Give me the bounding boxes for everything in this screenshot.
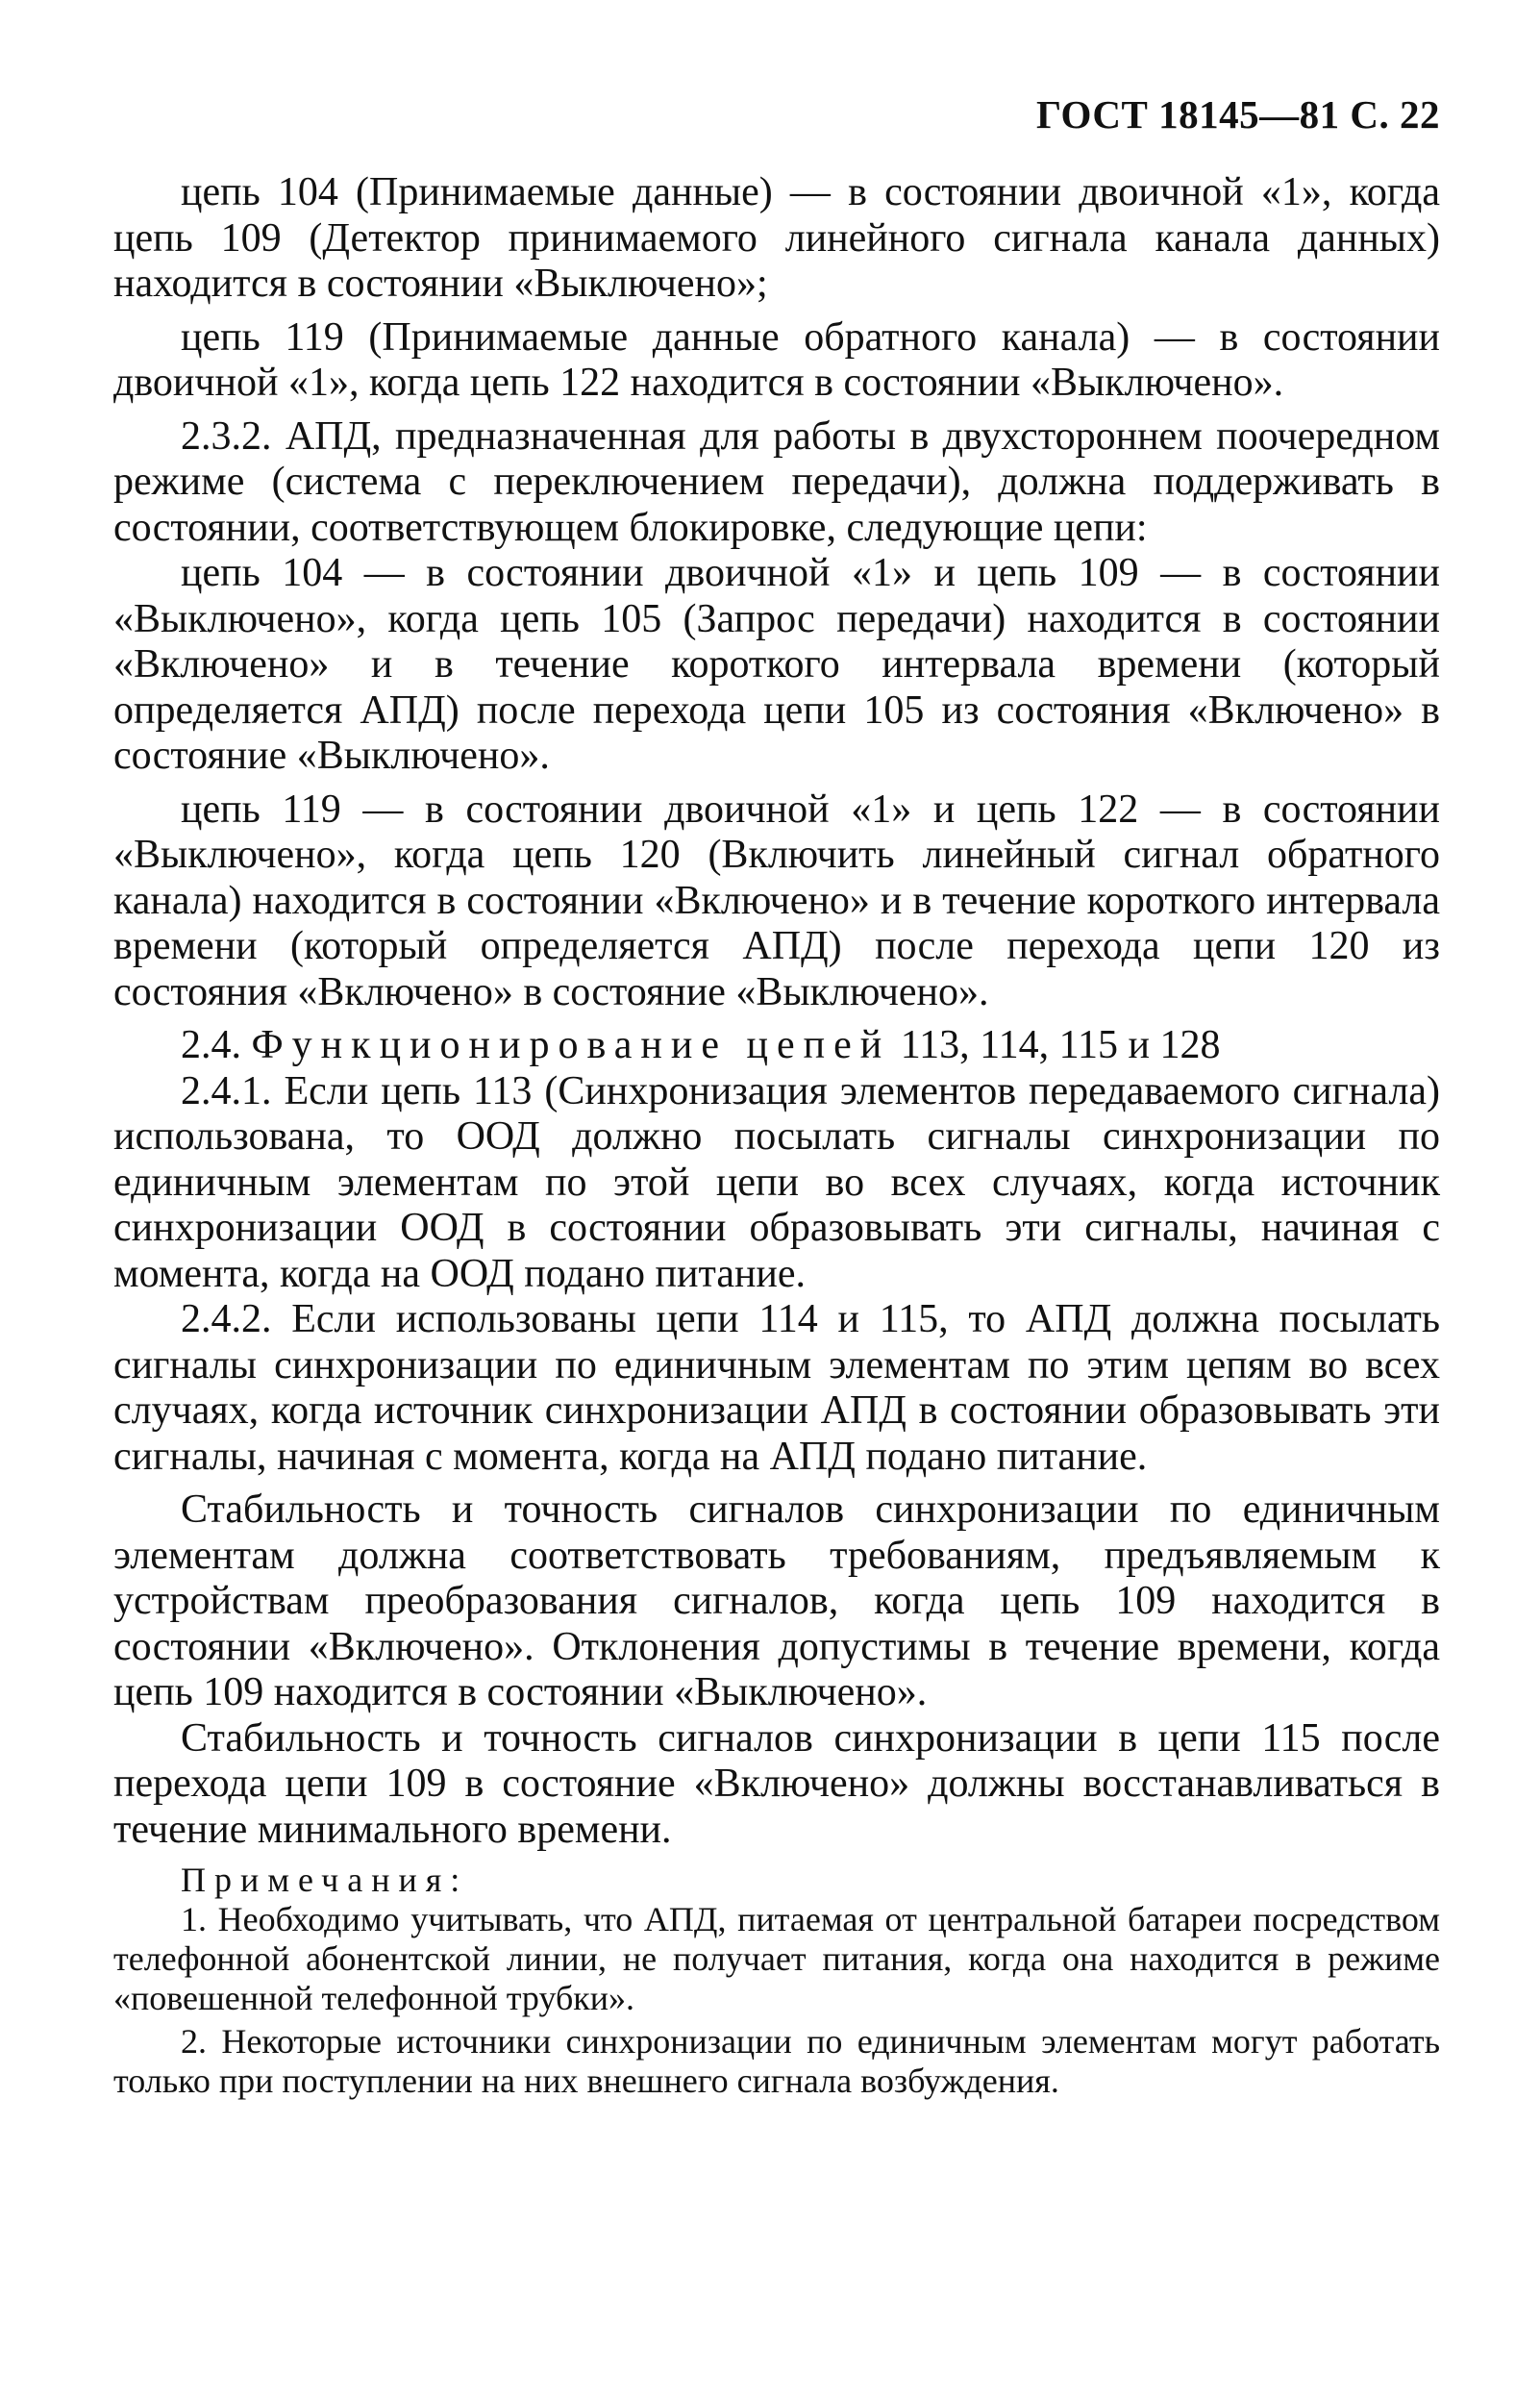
section-number: 2.4. xyxy=(181,1023,252,1067)
section-title-rest: 113, 114, 115 и 128 xyxy=(890,1023,1221,1067)
body-text xyxy=(113,170,1440,1853)
page-header: ГОСТ 18145—81 С. 22 xyxy=(1035,92,1440,137)
section-heading-2-4 xyxy=(113,1023,1440,1069)
paragraph-stability-2: Стабильность и точность сигналов синхронизации в цепи 115 после перехода цепи 109 в состояние «Включено» должны восстанавливаться в течение минимального времени. xyxy=(113,1715,1440,1852)
section-title-spaced: Функционирование цепей xyxy=(251,1023,891,1067)
note-1: 1. Необходимо учитывать, что АПД, питаемая от центральной батареи посредством телефонной абонентской линии, не получает питания, когда она находится в режиме «повешенной телефонной трубки». xyxy=(113,1900,1440,2017)
paragraph-circuit-119: цепь 119 (Принимаемые данные обратного канала) — в состоянии двоичной «1», когда цепь 122 находится в состоянии «Выключено». xyxy=(113,314,1440,405)
paragraph-circuit-104-blocking: цепь 104 — в состоянии двоичной «1» и цепь 109 — в состоянии «Выключено», когда цепь 105 (Запрос передачи) находится в состоянии «Включено» и в течение короткого интервала времени (который определяется АПД) после перехода цепи 105 из состояния «Включено» в состояние «Выключено». xyxy=(113,551,1440,778)
paragraph-circuit-104: цепь 104 (Принимаемые данные) — в состоянии двоичной «1», когда цепь 109 (Детектор принимаемого линейного сигнала канала данных) находится в состоянии «Выключено»; xyxy=(113,170,1440,306)
paragraph-2-4-1: 2.4.1. Если цепь 113 (Синхронизация элементов передаваемого сигнала) использована, то ООД должно посылать сигналы синхронизации по единичным элементам по этой цепи во всех случаях, когда источник синхронизации ООД в состоянии образовывать эти сигналы, начиная с момента, когда на ООД подано питание. xyxy=(113,1068,1440,1296)
notes-heading: Примечания: xyxy=(181,1861,469,1899)
paragraph-2-4-2: 2.4.2. Если использованы цепи 114 и 115, то АПД должна посылать сигналы синхронизации по единичным элементам по этим цепям во всех случаях, когда источник синхронизации АПД в состоянии образовывать эти сигналы, начиная с момента, когда на АПД подано питание. xyxy=(113,1297,1440,1479)
paragraph-stability-1: Стабильность и точность сигналов синхронизации по единичным элементам должна соответствовать требованиям, предъявляемым к устройствам преобразования сигналов, когда цепь 109 находится в состоянии «Включено». Отклонения допустимы в течение времени, когда цепь 109 находится в состоянии «Выключено». xyxy=(113,1487,1440,1714)
paragraph-circuit-119-blocking: цепь 119 — в состоянии двоичной «1» и цепь 122 — в состоянии «Выключено», когда цепь 120 (Включить линейный сигнал обратного канала) находится в состоянии «Включено» и в течение короткого интервала времени (который определяется АПД) после перехода цепи 120 из состояния «Включено» в состояние «Выключено». xyxy=(113,787,1440,1014)
paragraph-2-3-2: 2.3.2. АПД, предназначенная для работы в двухстороннем поочередном режиме (система с переключением передачи), должна поддерживать в состоянии, соответствующем блокировке, следующие цепи: xyxy=(113,413,1440,550)
notes-section xyxy=(113,1861,1440,2101)
document-page xyxy=(113,91,1440,2105)
note-2: 2. Некоторые источники синхронизации по единичным элементам могут работать только при поступлении на них внешнего сигнала возбуждения. xyxy=(113,2022,1440,2100)
